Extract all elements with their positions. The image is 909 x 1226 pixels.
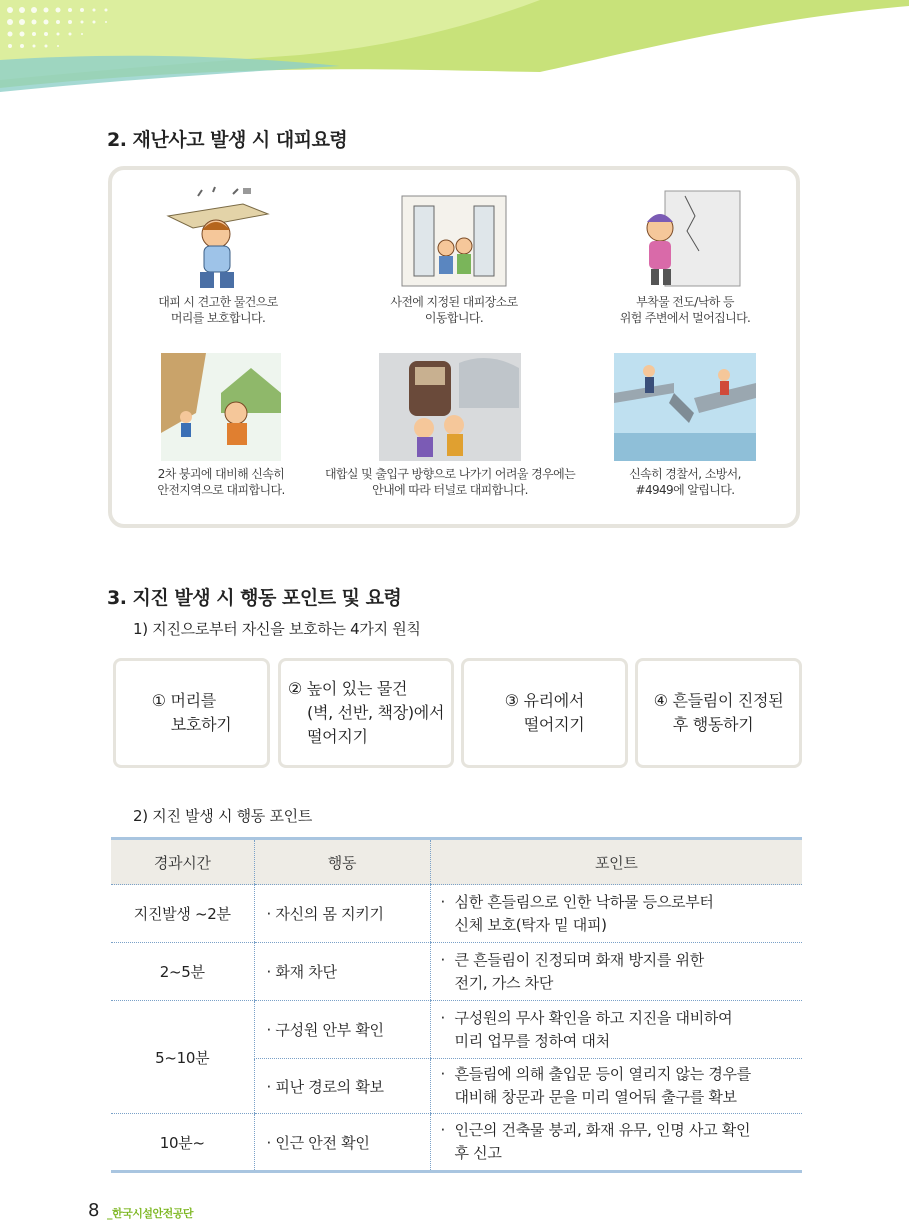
action-cell: · 화재 차단: [254, 943, 430, 1001]
table-row: [111, 885, 802, 943]
principle-box-2: [278, 658, 454, 768]
header-action: 행동: [254, 839, 430, 885]
evac-caption: 사전에 지정된 대피장소로 이동합니다.: [390, 295, 518, 325]
evac-card-protect-head: [108, 186, 328, 326]
header-banner: [0, 0, 909, 95]
time-cell: 10분~: [111, 1114, 254, 1172]
action-points-subtitle: 2) 지진 발생 시 행동 포인트: [133, 807, 313, 825]
report-illustration: [614, 353, 756, 461]
point-cell: · 심한 흔들림으로 인한 낙하물 등으로부터 신체 보호(탁자 밑 대피): [430, 885, 802, 943]
point-cell: · 큰 흔들림이 진정되며 화재 방지를 위한 전기, 가스 차단: [430, 943, 802, 1001]
action-cell: · 자신의 몸 지키기: [254, 885, 430, 943]
evac-card-designated-shelter: [344, 186, 564, 326]
evac-caption: 2차 붕괴에 대비해 신속히 안전지역으로 대피합니다.: [157, 467, 285, 497]
time-cell: 2~5분: [111, 943, 254, 1001]
time-cell: 지진발생 ~2분: [111, 885, 254, 943]
protect-head-illustration: [158, 186, 278, 294]
evac-card-move-away: [575, 186, 795, 326]
point-cell: · 인근의 건축물 붕괴, 화재 유무, 인명 사고 확인 후 신고: [430, 1114, 802, 1172]
move-away-illustration: [625, 186, 745, 294]
section2-title: 2. 재난사고 발생 시 대피요령: [107, 129, 348, 151]
action-cell: · 인근 안전 확인: [254, 1114, 430, 1172]
evac-card-secondary-collapse: [111, 353, 331, 498]
point-cell: · 구성원의 무사 확인을 하고 지진을 대비하여 미리 업무를 정하여 대처: [430, 1001, 802, 1059]
collapse-escape-illustration: [161, 353, 281, 461]
shelter-illustration: [394, 186, 514, 294]
footer-organization: _한국시설안전공단: [107, 1207, 194, 1220]
evac-caption: 신속히 경찰서, 소방서, #4949에 알립니다.: [629, 467, 741, 497]
table-row: [111, 943, 802, 1001]
evac-caption: 부착물 전도/낙하 등 위험 주변에서 멀어집니다.: [619, 295, 751, 325]
action-cell: · 구성원 안부 확인: [254, 1001, 430, 1059]
page-number: 8: [88, 1200, 100, 1221]
evac-card-tunnel: [305, 353, 595, 498]
section3-title: 3. 지진 발생 시 행동 포인트 및 요령: [107, 587, 402, 609]
point-cell: · 흔들림에 의해 출입문 등이 열리지 않는 경우를 대비해 창문과 문을 미리 열어둬 출구를 확보: [430, 1059, 802, 1114]
table-row: [111, 1001, 802, 1059]
tunnel-escape-illustration: [379, 353, 521, 461]
principle-text: ① 머리를 보호하기: [151, 691, 232, 734]
principle-box-3: [461, 658, 628, 768]
header-elapsed-time: 경과시간: [111, 839, 254, 885]
principle-text: ③ 유리에서 떨어지기: [504, 691, 585, 734]
action-cell: · 피난 경로의 확보: [254, 1059, 430, 1114]
time-cell: 5~10분: [111, 1001, 254, 1114]
action-points-table: [111, 837, 802, 1173]
header-point: 포인트: [430, 839, 802, 885]
principles-subtitle: 1) 지진으로부터 자신을 보호하는 4가지 원칙: [133, 620, 421, 638]
principle-text: ② 높이 있는 물건 (벽, 선반, 책장)에서 떨어지기: [287, 679, 445, 746]
table-header-row: [111, 839, 802, 885]
principle-box-1: [113, 658, 270, 768]
evac-card-report: [575, 353, 795, 498]
principle-text: ④ 흔들림이 진정된 후 행동하기: [653, 691, 784, 734]
principle-box-4: [635, 658, 802, 768]
table-row: [111, 1114, 802, 1172]
evac-caption: 대합실 및 출입구 방향으로 나가기 어려울 경우에는 안내에 따라 터널로 대피합니다.: [324, 467, 576, 497]
evac-caption: 대피 시 견고한 물건으로 머리를 보호합니다.: [158, 295, 278, 325]
